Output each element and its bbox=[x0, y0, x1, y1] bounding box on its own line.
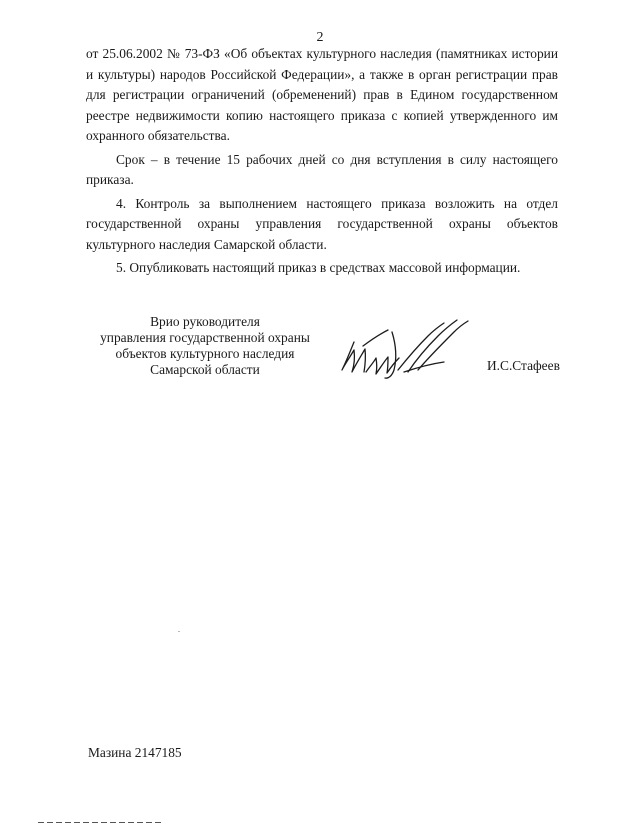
position-line-2: управления государственной охраны bbox=[100, 330, 310, 345]
signer-name: И.С.Стафеев bbox=[487, 358, 560, 373]
handwritten-signature bbox=[336, 312, 476, 384]
document-body bbox=[86, 44, 558, 282]
position-line-3: объектов культурного наследия bbox=[115, 346, 295, 361]
scan-edge-line bbox=[38, 822, 164, 823]
paragraph-deadline: Срок – в течение 15 рабочих дней со дня вступления в силу настоящего приказа. bbox=[86, 151, 558, 187]
page-number: 2 bbox=[316, 30, 324, 45]
position-line-1: Врио руководителя bbox=[150, 314, 260, 329]
signatory-position bbox=[80, 314, 330, 378]
executor-note: Мазина 2147185 bbox=[88, 745, 182, 760]
paragraph-item-4: 4. Контроль за выполнением настоящего приказа возложить на отдел государственной охраны управления государственной охраны объектов культурного наследия Самарской области. bbox=[86, 195, 558, 252]
scan-speck bbox=[178, 631, 180, 632]
position-line-4: Самарской области bbox=[150, 362, 260, 377]
paragraph-continuation: от 25.06.2002 № 73-ФЗ «Об объектах культурного наследия (памятниках истории и культуры) народов Российской Федерации», а также в орган регистрации прав для регистрации ограничений (обременений) прав в Едином государственном реестре недвижимости копию настоящего приказа с копией утвержденного им охранного обязательства. bbox=[86, 46, 558, 143]
paragraph-item-5: 5. Опубликовать настоящий приказ в средствах массовой информации. bbox=[116, 260, 521, 275]
